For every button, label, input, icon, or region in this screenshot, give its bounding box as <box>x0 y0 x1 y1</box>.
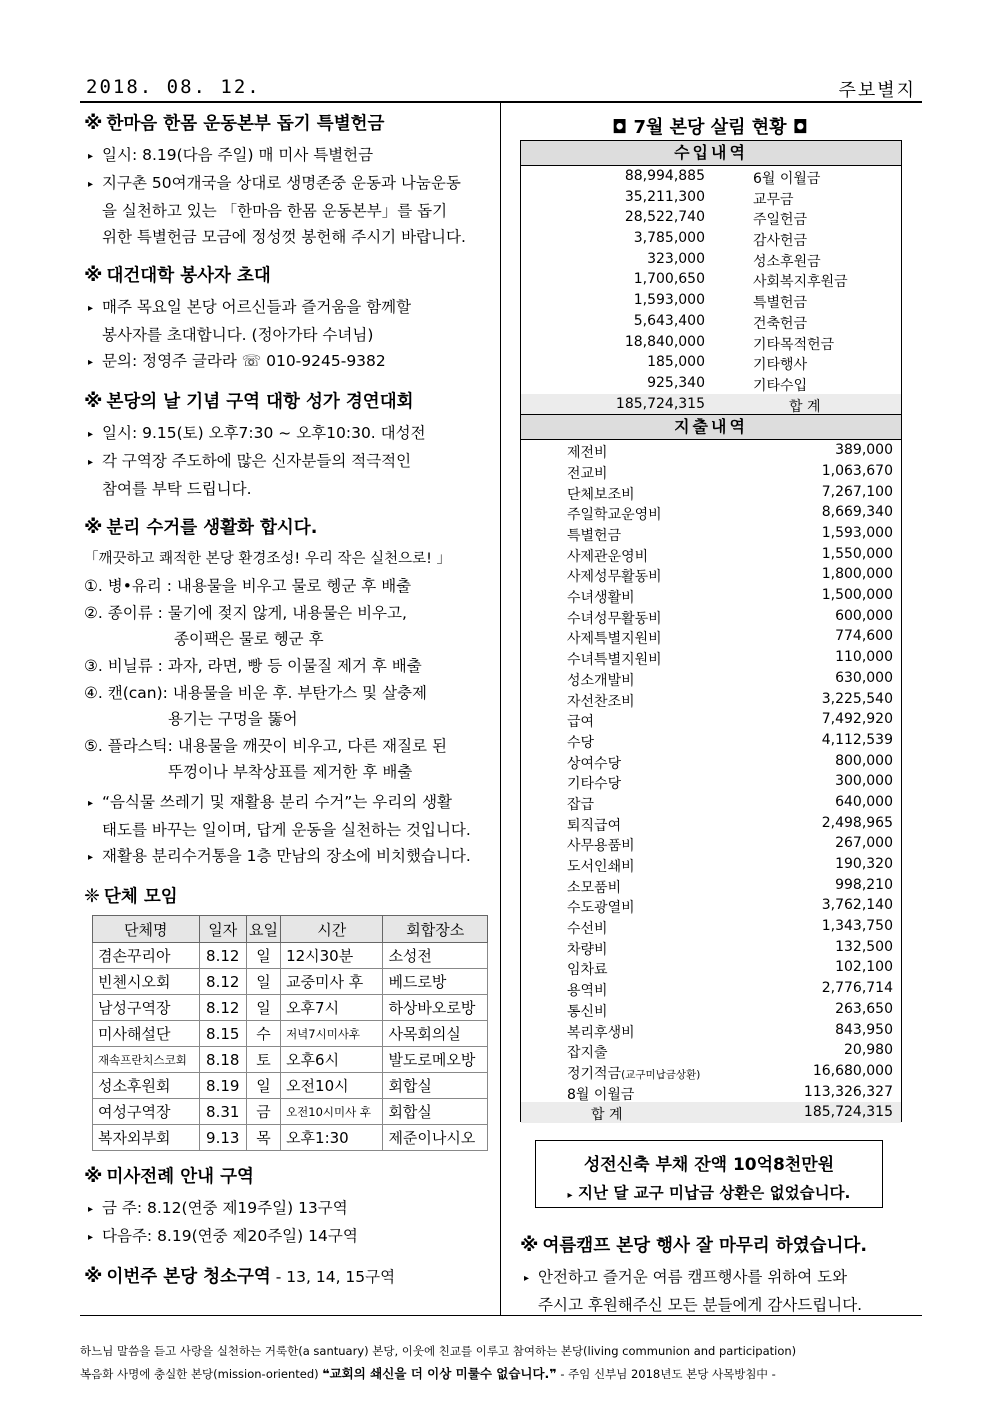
expense-amount: 300,000 <box>835 773 893 790</box>
table-cell: 발도로메오방 <box>383 1047 488 1073</box>
bullet-icon: ▸ <box>88 151 94 162</box>
expense-amount: 4,112,539 <box>821 731 893 748</box>
groups-section <box>84 883 492 1151</box>
expense-row <box>521 957 901 978</box>
income-name: 6월 이월금 <box>753 171 821 187</box>
income-row <box>521 228 901 249</box>
expense-name: 사제특별지원비 <box>567 631 662 648</box>
table-cell: 겸손꾸리아 <box>93 943 200 969</box>
expense-total-label: 합 계 <box>591 1107 623 1124</box>
bullet-item: ▸ 금 주: 8.12(연중 제19주일) 13구역 <box>84 1195 492 1223</box>
expense-amount: 267,000 <box>835 835 893 852</box>
bulletin-date: 2018. 08. 12. <box>86 76 261 98</box>
expense-name: 상여수당 <box>567 755 622 772</box>
recycle-item: ④. 캔(can): 내용물을 비운 후. 부탄가스 및 살충제 용기는 구멍을 뚫어 <box>84 684 427 728</box>
bullet-item: ▸ 다음주: 8.19(연중 제20주일) 14구역 <box>84 1223 492 1251</box>
expense-amount: 389,000 <box>835 442 893 459</box>
expense-amount: 1,500,000 <box>821 587 893 604</box>
table-cell: 베드로방 <box>383 969 488 995</box>
bullet-icon: ▸ <box>88 429 94 440</box>
income-amount: 28,522,740 <box>624 209 705 226</box>
table-cell: 사목회의실 <box>383 1021 488 1047</box>
expense-row <box>521 709 901 730</box>
expense-name: 8월 이월금 <box>567 1086 635 1103</box>
expense-amount: 190,320 <box>835 856 893 872</box>
expense-row <box>521 751 901 772</box>
section-title: ※ 여름캠프 본당 행사 잘 마무리 하였습니다. <box>520 1234 867 1256</box>
expense-row <box>521 937 901 958</box>
income-total-label: 합 계 <box>789 398 821 415</box>
expense-amount: 1,800,000 <box>821 566 893 583</box>
camp-section <box>520 1232 912 1318</box>
table-cell: 재속프란치스코회 <box>93 1047 200 1073</box>
income-row <box>521 311 901 332</box>
table-cell: 여성구역장 <box>93 1099 200 1125</box>
expense-amount: 7,267,100 <box>821 483 893 500</box>
finance-title: ◘ 7월 본당 살림 현황 ◘ <box>612 117 808 138</box>
income-amount: 35,211,300 <box>624 188 705 205</box>
income-name: 사회복지후원금 <box>753 274 848 291</box>
expense-row <box>521 606 901 627</box>
bullet-icon: ▸ <box>524 1273 530 1284</box>
expense-row <box>521 875 901 896</box>
star-icon: ※ <box>520 1234 539 1256</box>
expense-name: 단체보조비 <box>567 486 635 503</box>
expense-name: 사제관운영비 <box>567 548 649 565</box>
expense-row <box>521 544 901 565</box>
expense-row <box>521 1040 901 1061</box>
expense-row <box>521 564 901 585</box>
debt-title: 성전신축 부채 잔액 10억8천만원 <box>583 1155 835 1175</box>
groups-table <box>92 915 488 1151</box>
expense-name: 잡급 <box>567 796 595 813</box>
expense-row <box>521 502 901 523</box>
table-cell: 오전10시 <box>281 1073 383 1099</box>
expense-row <box>521 440 901 461</box>
sparkle-icon: ❈ <box>84 885 100 907</box>
table-cell: 성소후원회 <box>93 1073 200 1099</box>
table-cell: 하상바오로방 <box>383 995 488 1021</box>
expense-row <box>521 1061 901 1082</box>
expense-row <box>521 854 901 875</box>
expense-name: 전교비 <box>567 465 608 482</box>
section-title: ❈ 단체 모임 <box>84 885 178 907</box>
income-amount: 185,000 <box>647 354 705 371</box>
star-icon: ※ <box>84 516 103 538</box>
expense-name: 수당 <box>567 734 595 751</box>
cleaning-zones: - 13, 14, 15구역 <box>270 1268 396 1286</box>
expense-name: 도서인쇄비 <box>567 859 635 875</box>
income-name: 기타행사 <box>753 357 808 374</box>
expense-amount: 7,492,920 <box>821 711 893 728</box>
expense-name: 정기적금(교구미납금상환) <box>567 1065 701 1082</box>
expense-row <box>521 461 901 482</box>
income-name: 기타수입 <box>753 377 808 394</box>
expense-row <box>521 585 901 606</box>
section-title: ※ 분리 수거를 생활화 합시다. <box>84 516 318 538</box>
income-name: 성소후원금 <box>753 253 821 270</box>
bullet-item: ▸ 문의: 정영주 글라라 ☏ 010-9245-9382 <box>84 348 492 376</box>
table-row <box>93 995 488 1021</box>
expense-row <box>521 895 901 916</box>
expense-amount: 20,980 <box>844 1042 893 1059</box>
column-header: 시간 <box>281 916 383 943</box>
bullet-icon: ▸ <box>88 179 94 190</box>
section-title: ※ 한마음 한몸 운동본부 돕기 특별헌금 <box>84 112 385 134</box>
expense-row <box>521 833 901 854</box>
table-cell: 목 <box>246 1125 280 1151</box>
expense-row <box>521 916 901 937</box>
expense-name: 자선찬조비 <box>567 693 635 710</box>
bulletin-label: 주보별지 <box>838 80 916 101</box>
income-amount: 925,340 <box>647 374 705 391</box>
income-row <box>521 249 901 270</box>
expense-amount: 800,000 <box>835 752 893 769</box>
expense-total-amount: 185,724,315 <box>803 1104 893 1121</box>
table-cell: 8.18 <box>199 1047 246 1073</box>
expense-amount: 2,498,965 <box>821 814 893 831</box>
expense-row <box>521 647 901 668</box>
expense-row <box>521 999 901 1020</box>
income-row <box>521 373 901 394</box>
expense-name: 수선비 <box>567 921 608 938</box>
footer-line-1: 하느님 말씀을 듣고 사랑을 실천하는 거룩한(a santuary) 본당, 이웃에 친교를 이루고 참여하는 본당(living communion and participation) <box>80 1344 797 1358</box>
income-total-row <box>521 394 901 415</box>
income-total-amount: 185,724,315 <box>615 395 705 412</box>
bullet-icon: ▸ <box>88 457 94 468</box>
expense-amount: 1,550,000 <box>821 545 893 562</box>
income-amount: 1,593,000 <box>633 292 705 309</box>
income-amount: 3,785,000 <box>633 230 705 247</box>
expense-amount: 843,950 <box>835 1021 893 1038</box>
table-cell: 8.12 <box>199 995 246 1021</box>
recycle-item: ①. 병•유리 : 내용물을 비우고 물로 헹군 후 배출 <box>84 577 412 595</box>
income-name: 주일헌금 <box>753 212 808 229</box>
expense-name: 임차료 <box>567 962 608 979</box>
expense-row <box>521 1020 901 1041</box>
income-amount: 88,994,885 <box>624 168 705 184</box>
income-amount: 323,000 <box>647 250 705 267</box>
savings-note: (교구미납금상환) <box>621 1068 701 1081</box>
table-cell: 오전10시미사 후 <box>281 1099 383 1125</box>
income-row <box>521 332 901 353</box>
expense-amount: 640,000 <box>835 793 893 810</box>
income-name: 기타목적헌금 <box>753 336 835 353</box>
table-cell: 미사해설단 <box>93 1021 200 1047</box>
expense-name: 급여 <box>567 714 595 731</box>
bullet-item: ▸ 일시: 9.15(토) 오후7:30 ~ 오후10:30. 대성전 <box>84 420 492 448</box>
section-title: ※ 본당의 날 기념 구역 대항 성가 경연대회 <box>84 390 414 412</box>
recycle-section <box>84 514 492 871</box>
bullet-icon: ▸ <box>88 303 94 314</box>
star-icon: ※ <box>84 112 103 134</box>
expense-amount: 1,343,750 <box>821 918 893 935</box>
expense-row <box>521 1082 901 1103</box>
table-cell: 8.12 <box>199 943 246 969</box>
expense-amount: 600,000 <box>835 607 893 624</box>
expense-row <box>521 978 901 999</box>
expense-name: 수도광열비 <box>567 900 635 917</box>
expense-row <box>521 668 901 689</box>
expense-name: 용역비 <box>567 983 608 1000</box>
bullet-icon: ▸ <box>88 798 94 809</box>
box-icon: ◘ <box>612 117 628 138</box>
table-cell: 저녁7시미사후 <box>281 1021 383 1047</box>
table-cell: 제준이나시오 <box>383 1125 488 1151</box>
table-row <box>93 943 488 969</box>
income-name: 특별헌금 <box>753 295 808 312</box>
table-cell: 회합실 <box>383 1099 488 1125</box>
bullet-icon: ▸ <box>88 1204 94 1215</box>
section-title: ※ 대건대학 봉사자 초대 <box>84 264 271 286</box>
table-cell: 8.31 <box>199 1099 246 1125</box>
table-row <box>93 1021 488 1047</box>
expense-row <box>521 730 901 751</box>
bullet-item: ▸ 일시: 8.19(다음 주일) 매 미사 특별헌금 <box>84 142 492 170</box>
table-cell: 8.15 <box>199 1021 246 1047</box>
section-title: ※ 미사전례 안내 구역 <box>84 1165 254 1187</box>
column-header: 회합장소 <box>383 916 488 943</box>
notice-section <box>84 110 492 250</box>
table-cell: 12시30분 <box>281 943 383 969</box>
income-amount: 1,700,650 <box>633 271 705 288</box>
expense-name: 주일학교운영비 <box>567 507 662 524</box>
expense-name: 사무용품비 <box>567 838 635 855</box>
bullet-item: ▸ 각 구역장 주도하에 많은 신자분들의 적극적인 참여를 부탁 드립니다. <box>88 452 412 498</box>
column-header: 요일 <box>246 916 280 943</box>
expense-name: 통신비 <box>567 1003 608 1020</box>
expense-row <box>521 523 901 544</box>
column-divider <box>500 103 501 1315</box>
expense-amount: 2,776,714 <box>821 980 893 997</box>
debt-box <box>535 1140 883 1208</box>
income-name: 감사헌금 <box>753 233 808 250</box>
table-cell: 남성구역장 <box>93 995 200 1021</box>
expense-amount: 8,669,340 <box>821 504 893 521</box>
expense-name: 수녀생활비 <box>567 590 635 607</box>
table-row <box>93 969 488 995</box>
expense-amount: 1,063,670 <box>821 462 893 479</box>
cleaning-section: ※ 이번주 본당 청소구역 - 13, 14, 15구역 <box>84 1265 396 1287</box>
expense-row <box>521 813 901 834</box>
expense-amount: 263,650 <box>835 1000 893 1017</box>
expense-amount: 3,762,140 <box>821 897 893 914</box>
expense-row <box>521 771 901 792</box>
expense-amount: 132,500 <box>835 938 893 955</box>
table-cell: 일 <box>246 995 280 1021</box>
expense-row <box>521 689 901 710</box>
notice-section <box>84 388 492 502</box>
table-cell: 일 <box>246 1073 280 1099</box>
income-amount: 18,840,000 <box>624 333 705 350</box>
recycle-item: ⑤. 플라스틱: 내용물을 깨끗이 비우고, 다른 재질로 된 뚜껑이나 부착상표를 제거한 후 배출 <box>84 737 447 781</box>
table-cell: 9.13 <box>199 1125 246 1151</box>
expense-name: 사제성무활동비 <box>567 569 662 586</box>
expense-row <box>521 626 901 647</box>
expense-amount: 998,210 <box>835 876 893 893</box>
table-row <box>93 1125 488 1151</box>
expense-row <box>521 792 901 813</box>
expense-amount: 16,680,000 <box>812 1062 893 1079</box>
star-icon: ※ <box>84 1165 103 1187</box>
table-cell: 금 <box>246 1099 280 1125</box>
expense-name: 잡지출 <box>567 1045 608 1062</box>
table-cell: 8.12 <box>199 969 246 995</box>
table-cell: 수 <box>246 1021 280 1047</box>
income-row <box>521 290 901 311</box>
recycle-item: ②. 종이류 : 물기에 젖지 않게, 내용물은 비우고, 종이팩은 물로 헹군 후 <box>84 604 407 648</box>
expense-name: 기타수당 <box>567 776 622 793</box>
bullet-item: ▸ 매주 목요일 본당 어르신들과 즐거움을 함께할 봉사자를 초대합니다. (정아가타 수녀님) <box>88 298 412 344</box>
table-cell: 일 <box>246 943 280 969</box>
expense-name: 복리후생비 <box>567 1024 635 1041</box>
income-name: 교무금 <box>753 191 794 208</box>
bullet-icon: ▸ <box>88 1232 94 1243</box>
income-row <box>521 166 901 187</box>
expense-name: 제전비 <box>567 445 608 462</box>
expense-total-row <box>521 1102 901 1123</box>
income-name: 건축헌금 <box>753 315 808 332</box>
bullet-item: ▸ 지구촌 50여개국을 상대로 생명존중 운동과 나눔운동 을 실천하고 있는 「한마음 한몸 운동본부」를 돕기 위한 특별헌금 모금에 정성껏 봉헌해 주시기 바랍니다. <box>88 174 466 246</box>
expense-name: 차량비 <box>567 941 608 958</box>
expense-name: 수녀성무활동비 <box>567 610 662 627</box>
expense-name: 성소개발비 <box>567 672 635 689</box>
recycle-slogan: 「깨끗하고 쾌적한 본당 환경조성! 우리 작은 실천으로! 」 <box>84 551 452 567</box>
expense-name: 특별헌금 <box>567 528 622 544</box>
left-column <box>84 110 492 1295</box>
expense-amount: 630,000 <box>835 669 893 686</box>
table-cell: 복자외부회 <box>93 1125 200 1151</box>
notice-section <box>84 262 492 376</box>
bullet-icon: ▸ <box>567 1190 573 1201</box>
top-rule <box>80 101 922 103</box>
expense-name: 퇴직급여 <box>567 817 622 834</box>
expense-amount: 774,600 <box>835 628 893 645</box>
income-row <box>521 187 901 208</box>
column-header: 일자 <box>199 916 246 943</box>
table-cell: 토 <box>246 1047 280 1073</box>
table-cell: 오후1:30 <box>281 1125 383 1151</box>
table-row <box>93 1073 488 1099</box>
bullet-icon: ▸ <box>88 357 94 368</box>
income-row <box>521 207 901 228</box>
liturgy-section <box>84 1163 492 1251</box>
camp-note: ▸ 안전하고 즐거운 여름 캠프행사를 위하여 도와 주시고 후원해주신 모든 분들에게 감사드립니다. <box>524 1268 863 1314</box>
bullet-item: ▸ “음식물 쓰레기 및 재활용 분리 수거”는 우리의 생활 태도를 바꾸는 일이며, 답게 운동을 실천하는 것입니다. <box>88 793 471 839</box>
income-row <box>521 352 901 373</box>
table-cell: 오후6시 <box>281 1047 383 1073</box>
expense-name: 수녀특별지원비 <box>567 652 662 669</box>
finance-table <box>520 140 902 1122</box>
expense-row <box>521 482 901 503</box>
box-icon: ◘ <box>792 117 808 138</box>
bullet-icon: ▸ <box>88 852 94 863</box>
expense-amount: 113,326,327 <box>803 1083 893 1100</box>
table-cell: 빈첸시오회 <box>93 969 200 995</box>
bottom-rule <box>80 1315 922 1316</box>
expense-amount: 110,000 <box>835 649 893 666</box>
star-icon: ※ <box>84 390 103 412</box>
column-header: 단체명 <box>93 916 200 943</box>
expense-amount: 1,593,000 <box>821 525 893 541</box>
table-cell: 회합실 <box>383 1073 488 1099</box>
expense-name: 소모품비 <box>567 879 622 896</box>
table-cell: 오후7시 <box>281 995 383 1021</box>
income-amount: 5,643,400 <box>633 312 705 329</box>
table-row <box>93 1099 488 1125</box>
expense-amount: 102,100 <box>835 959 893 976</box>
star-icon: ※ <box>84 1265 103 1287</box>
bullet-item: ▸ 재활용 분리수거통을 1층 만남의 장소에 비치했습니다. <box>84 843 492 871</box>
income-header: 수입내역 <box>521 141 901 166</box>
table-cell: 일 <box>246 969 280 995</box>
expense-header: 지출내역 <box>521 414 901 440</box>
recycle-item: ③. 비닐류 : 과자, 라면, 빵 등 이물질 제거 후 배출 <box>84 657 422 675</box>
star-icon: ※ <box>84 264 103 286</box>
debt-note: ▸ 지난 달 교구 미납금 상환은 없었습니다. <box>567 1184 851 1202</box>
footer-line-2: 복음화 사명에 충실한 본당(mission-oriented) ❝교회의 쇄신을 더 이상 미룰수 없습니다.❞ - 주임 신부님 2018년도 본당 사목방침中 - <box>80 1366 776 1381</box>
table-cell: 8.19 <box>199 1073 246 1099</box>
expense-amount: 3,225,540 <box>821 690 893 707</box>
table-cell: 교중미사 후 <box>281 969 383 995</box>
table-row <box>93 1047 488 1073</box>
income-row <box>521 269 901 290</box>
table-cell: 소성전 <box>383 943 488 969</box>
